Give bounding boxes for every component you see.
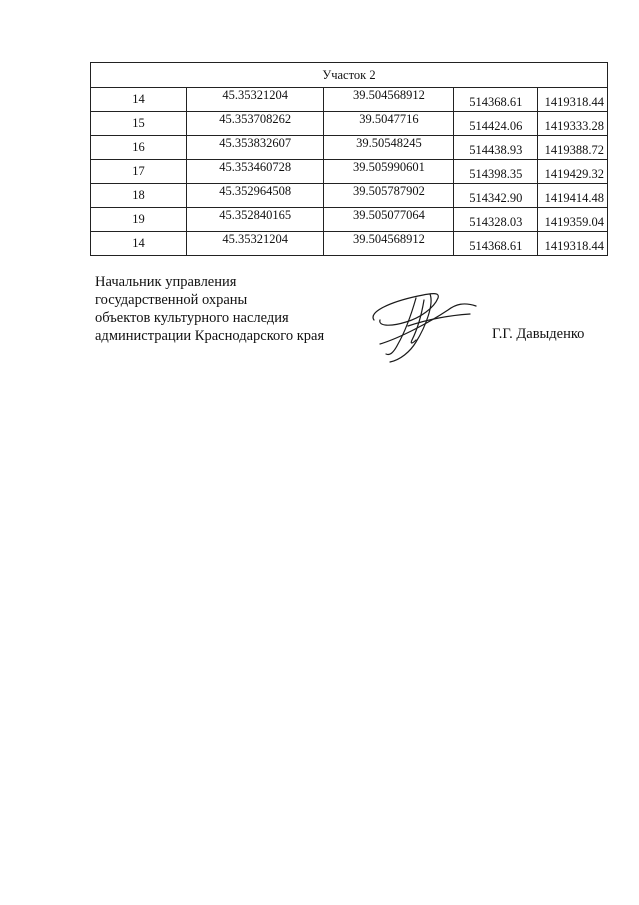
section-title: Участок 2 (91, 63, 608, 88)
latitude-cell: 45.353460728 (186, 160, 324, 184)
table-row (91, 232, 608, 256)
point-number-cell: 15 (91, 112, 187, 136)
point-number-cell: 14 (91, 232, 187, 256)
point-number-cell: 19 (91, 208, 187, 232)
longitude-cell: 39.5047716 (324, 112, 454, 136)
position-line: Начальник управления (95, 274, 237, 290)
point-number-cell: 14 (91, 88, 187, 112)
latitude-cell: 45.353708262 (186, 112, 324, 136)
longitude-cell: 39.505990601 (324, 160, 454, 184)
point-number-cell: 16 (91, 136, 187, 160)
coordinates-table (90, 62, 608, 256)
position-line: администрации Краснодарского края (95, 328, 325, 344)
x-coordinate-cell: 514438.93 (454, 136, 538, 160)
signer-name: Г.Г. Давыденко (492, 326, 585, 342)
table-row (91, 208, 608, 232)
table-row (91, 88, 608, 112)
latitude-cell: 45.35321204 (186, 232, 324, 256)
y-coordinate-cell: 1419359.04 (538, 208, 608, 232)
table-row (91, 136, 608, 160)
longitude-cell: 39.504568912 (324, 232, 454, 256)
latitude-cell: 45.352964508 (186, 184, 324, 208)
table-row (91, 112, 608, 136)
y-coordinate-cell: 1419429.32 (538, 160, 608, 184)
longitude-cell: 39.505077064 (324, 208, 454, 232)
x-coordinate-cell: 514342.90 (454, 184, 538, 208)
position-line: государственной охраны (95, 292, 248, 308)
y-coordinate-cell: 1419414.48 (538, 184, 608, 208)
latitude-cell: 45.353832607 (186, 136, 324, 160)
table-row (91, 184, 608, 208)
x-coordinate-cell: 514398.35 (454, 160, 538, 184)
y-coordinate-cell: 1419388.72 (538, 136, 608, 160)
longitude-cell: 39.50548245 (324, 136, 454, 160)
longitude-cell: 39.505787902 (324, 184, 454, 208)
y-coordinate-cell: 1419318.44 (538, 232, 608, 256)
x-coordinate-cell: 514368.61 (454, 232, 538, 256)
x-coordinate-cell: 514368.61 (454, 88, 538, 112)
table-section-header-row (91, 63, 608, 88)
x-coordinate-cell: 514424.06 (454, 112, 538, 136)
signer-position (95, 273, 324, 345)
longitude-cell: 39.504568912 (324, 88, 454, 112)
latitude-cell: 45.35321204 (186, 88, 324, 112)
table-row (91, 160, 608, 184)
point-number-cell: 18 (91, 184, 187, 208)
y-coordinate-cell: 1419333.28 (538, 112, 608, 136)
point-number-cell: 17 (91, 160, 187, 184)
x-coordinate-cell: 514328.03 (454, 208, 538, 232)
latitude-cell: 45.352840165 (186, 208, 324, 232)
position-line: объектов культурного наследия (95, 310, 289, 326)
y-coordinate-cell: 1419318.44 (538, 88, 608, 112)
handwritten-signature (360, 282, 480, 368)
